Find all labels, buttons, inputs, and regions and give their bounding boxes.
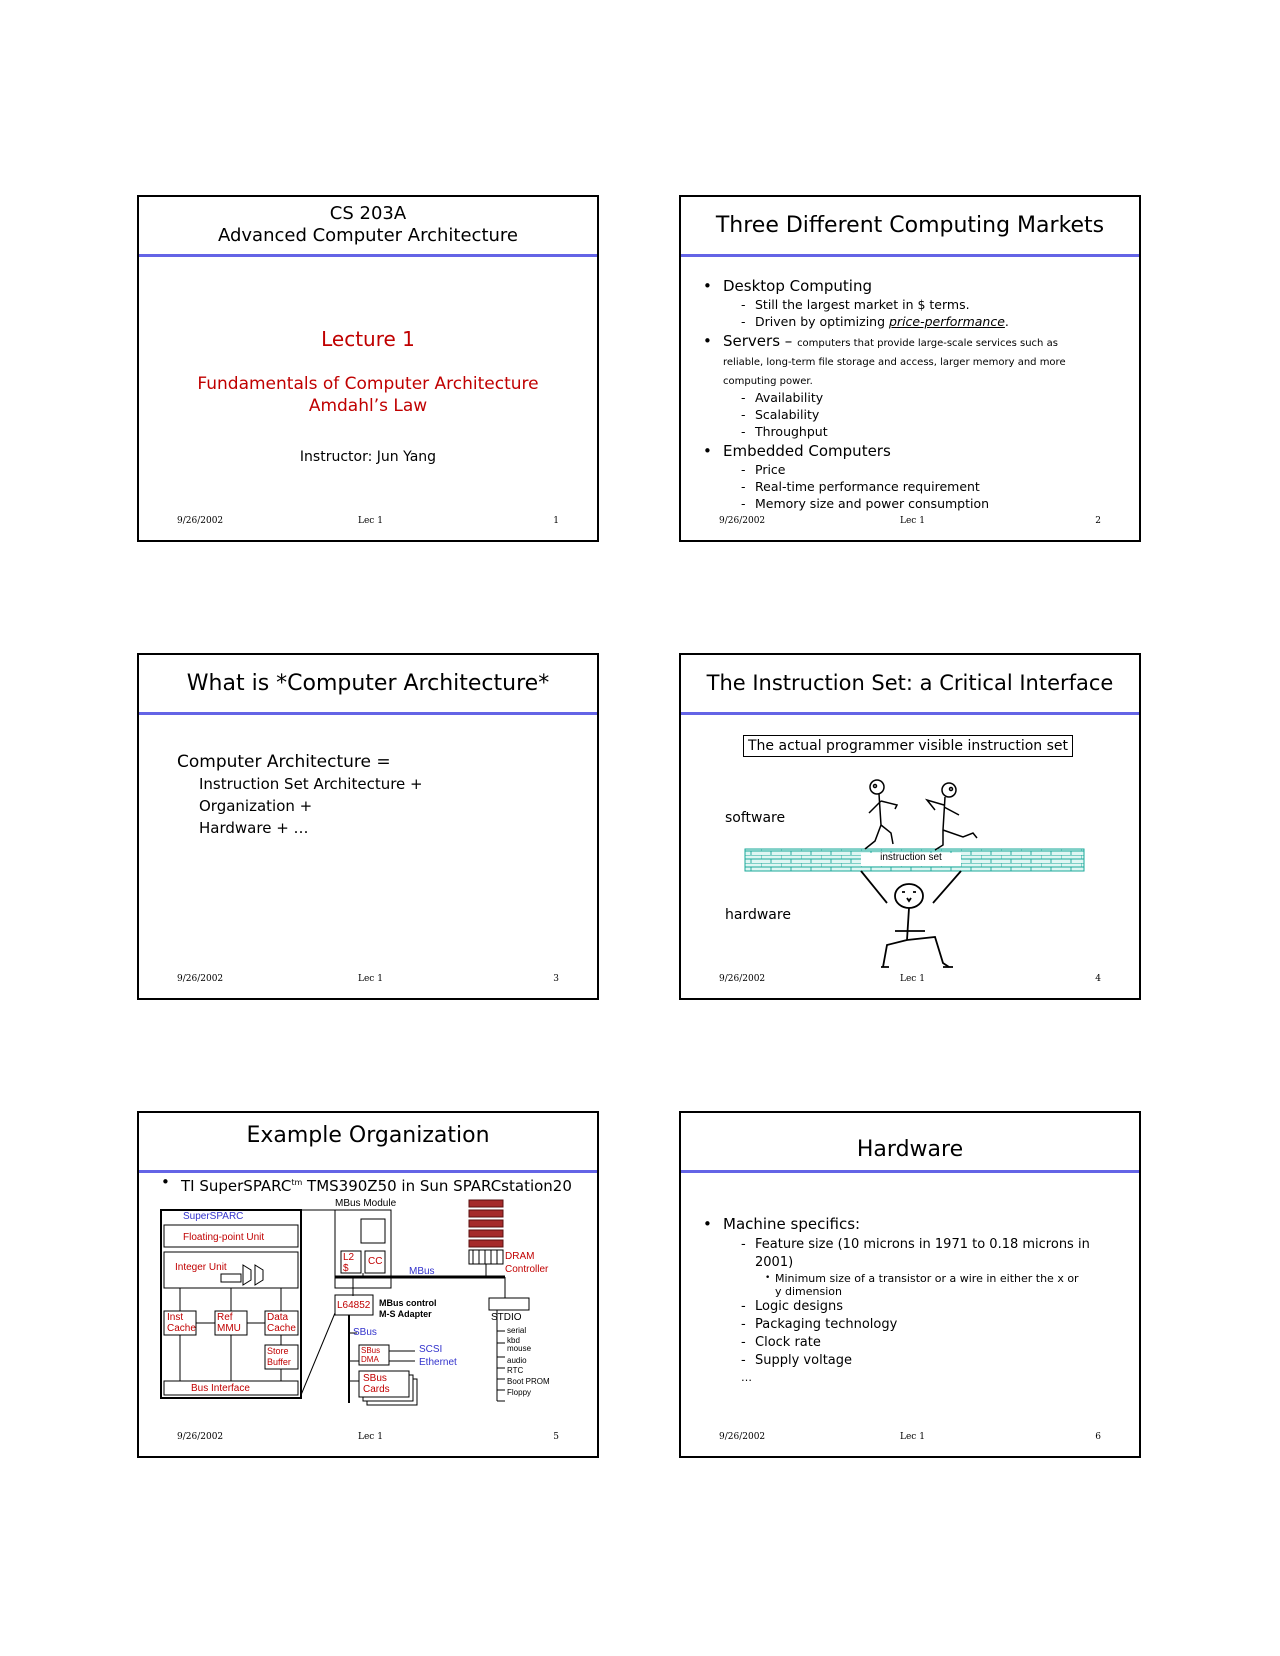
- fpu-label: Floating-point Unit: [183, 1232, 265, 1243]
- organization-diagram: [139, 1113, 601, 1460]
- slide-title: Example Organization: [246, 1122, 490, 1148]
- bullet-list: [701, 1215, 1127, 1386]
- io-mouse: mouse: [507, 1344, 532, 1353]
- io-serial: serial: [507, 1326, 527, 1335]
- stick-figure-right: [927, 783, 977, 850]
- sub-bullet: - Still the largest market in $ terms.: [701, 296, 1127, 313]
- slide-5: [137, 1111, 599, 1458]
- page-number: 1: [553, 516, 559, 526]
- ellipsis: …: [741, 1371, 752, 1384]
- io-kbd: kbd: [507, 1336, 520, 1345]
- footer-date: 9/26/2002: [719, 1432, 766, 1442]
- stdio-label: STDIO: [491, 1312, 522, 1323]
- instruction-set-illustration: [681, 655, 1143, 1002]
- bullet-machine-specifics: • Machine specifics:: [701, 1215, 1127, 1234]
- definition-head: Computer Architecture =: [177, 752, 391, 772]
- sub-bullet: - Memory size and power consumption: [701, 495, 1127, 512]
- supersparc-label: SuperSPARC: [183, 1211, 244, 1222]
- sub-bullet: - Feature size (10 microns in 1971 to 0.18 microns in 2001): [701, 1236, 1127, 1272]
- slide-2: [679, 195, 1141, 542]
- title-divider: [139, 254, 597, 257]
- alu-icon: [243, 1265, 263, 1285]
- slide-title: The Instruction Set: a Critical Interface: [706, 671, 1114, 695]
- slide-3: [137, 653, 599, 1000]
- mbus-module-label: MBus Module: [335, 1198, 397, 1209]
- footer-date: 9/26/2002: [177, 1432, 224, 1442]
- store-buffer-label: Store Buffer: [267, 1346, 291, 1367]
- io-rtc: RTC: [507, 1366, 524, 1375]
- lecture-topic: [139, 373, 597, 417]
- io-floppy: Floppy: [507, 1388, 532, 1397]
- lecture-number: Lecture 1: [321, 327, 415, 351]
- ethernet-label: Ethernet: [419, 1357, 457, 1368]
- footer-lecture: Lec 1: [358, 1432, 383, 1442]
- sub-bullet: - Logic designs: [701, 1298, 1127, 1316]
- dram-controller: [469, 1250, 503, 1264]
- io-boot-prom: Boot PROM: [507, 1377, 550, 1386]
- sbus-label: SBus: [353, 1327, 377, 1338]
- footer-lecture: Lec 1: [900, 516, 925, 526]
- software-label: software: [725, 810, 786, 826]
- slide-title: What is *Computer Architecture*: [186, 670, 550, 696]
- stick-figure-carrier: [861, 871, 961, 967]
- page-number: 5: [553, 1432, 559, 1442]
- text: .: [1004, 314, 1009, 329]
- footer-lecture: Lec 1: [358, 516, 383, 526]
- slide-title: Three Different Computing Markets: [715, 212, 1105, 238]
- text: TI SuperSPARC: [181, 1177, 292, 1195]
- alu-register-icon: [221, 1274, 241, 1282]
- dram-stack: [469, 1200, 503, 1247]
- ref-mmu-label: Ref MMU: [217, 1312, 241, 1334]
- scsi-label: SCSI: [419, 1344, 443, 1355]
- bullet-embedded: • Embedded Computers: [701, 442, 1127, 461]
- slide-4: [679, 653, 1141, 1000]
- course-code: CS 203A: [329, 203, 407, 224]
- sub-bullet: [701, 313, 1127, 330]
- instructor: Instructor: Jun Yang: [299, 449, 437, 465]
- mbus-label: MBus: [409, 1266, 435, 1277]
- controller-label: Controller: [505, 1264, 549, 1275]
- text: TMS390Z50 in Sun SPARCstation20: [302, 1177, 572, 1195]
- emphasis: price-performance: [889, 314, 1005, 329]
- title-divider: [681, 1170, 1139, 1173]
- footer-lecture: Lec 1: [900, 974, 925, 984]
- programmer-visible-box: The actual programmer visible instruction set: [743, 735, 1073, 757]
- text: Driven by optimizing: [755, 314, 889, 329]
- sub-bullet: - Price: [701, 461, 1127, 478]
- wall-label: instruction set: [880, 852, 942, 863]
- stick-figure-left: [865, 780, 897, 849]
- bullet-desktop: • Desktop Computing: [701, 277, 1127, 296]
- data-cache-label: Data Cache: [267, 1312, 296, 1334]
- stdio-box: [489, 1298, 529, 1310]
- bullet-servers: [701, 332, 1127, 389]
- hardware-label: hardware: [725, 907, 791, 923]
- sub-bullet: - Clock rate: [701, 1334, 1127, 1352]
- bus-interface-label: Bus Interface: [191, 1383, 250, 1394]
- mbus-control-label: MBus control: [379, 1298, 437, 1308]
- topic-line-1: Fundamentals of Computer Architecture: [197, 374, 539, 394]
- io-audio: audio: [507, 1356, 527, 1365]
- footer-date: 9/26/2002: [719, 516, 766, 526]
- l64852-label: L64852: [337, 1300, 371, 1311]
- sub-bullet: - Packaging technology: [701, 1316, 1127, 1334]
- definition-term: Organization +: [199, 797, 313, 815]
- sub-bullet: - Supply voltage: [701, 1352, 1127, 1370]
- sub-sub-bullet: • Minimum size of a transistor or a wire in either the x or y dimension: [701, 1272, 1127, 1298]
- sub-bullet: - Availability: [701, 389, 1127, 406]
- ms-adapter-label: M-S Adapter: [379, 1309, 432, 1319]
- servers-head: Servers –: [723, 332, 793, 350]
- title-divider: [139, 712, 597, 715]
- sbus-cards-label: SBus Cards: [363, 1373, 390, 1395]
- course-name: Advanced Computer Architecture: [217, 225, 519, 246]
- trademark: tm: [291, 1178, 303, 1187]
- footer-date: 9/26/2002: [719, 974, 766, 984]
- servers-desc: computers that provide large-scale services such as reliable, long-term file storage and access, larger memory and more computing power.: [723, 338, 1066, 387]
- page-number: 6: [1095, 1432, 1101, 1442]
- footer-lecture: Lec 1: [900, 1432, 925, 1442]
- cc-label: CC: [368, 1256, 383, 1267]
- footer-date: 9/26/2002: [177, 974, 224, 984]
- definition: [177, 751, 423, 839]
- slide-6: [679, 1111, 1141, 1458]
- sub-bullet: - Throughput: [701, 423, 1127, 440]
- module-chip: [361, 1219, 385, 1243]
- slide-title: [139, 197, 597, 253]
- topic-line-2: Amdahl’s Law: [308, 396, 428, 416]
- footer-lecture: Lec 1: [358, 974, 383, 984]
- page-number: 2: [1095, 516, 1101, 526]
- definition-term: Instruction Set Architecture +: [199, 775, 423, 793]
- inst-cache-label: Inst Cache: [167, 1312, 196, 1334]
- sub-bullet: - Real-time performance requirement: [701, 478, 1127, 495]
- footer-date: 9/26/2002: [177, 516, 224, 526]
- integer-unit-label: Integer Unit: [175, 1262, 227, 1273]
- l2-label: L2 $: [343, 1252, 355, 1274]
- slide-1: [137, 195, 599, 542]
- slide-title: Hardware: [856, 1136, 964, 1162]
- definition-term: Hardware + …: [199, 819, 309, 837]
- page-number: 4: [1095, 974, 1101, 984]
- bullet-list: [701, 277, 1127, 512]
- sbus-dma-label: SBus DMA: [361, 1346, 381, 1364]
- sub-bullet: - Scalability: [701, 406, 1127, 423]
- page-number: 3: [553, 974, 559, 984]
- dram-label: DRAM: [505, 1251, 535, 1262]
- title-divider: [681, 254, 1139, 257]
